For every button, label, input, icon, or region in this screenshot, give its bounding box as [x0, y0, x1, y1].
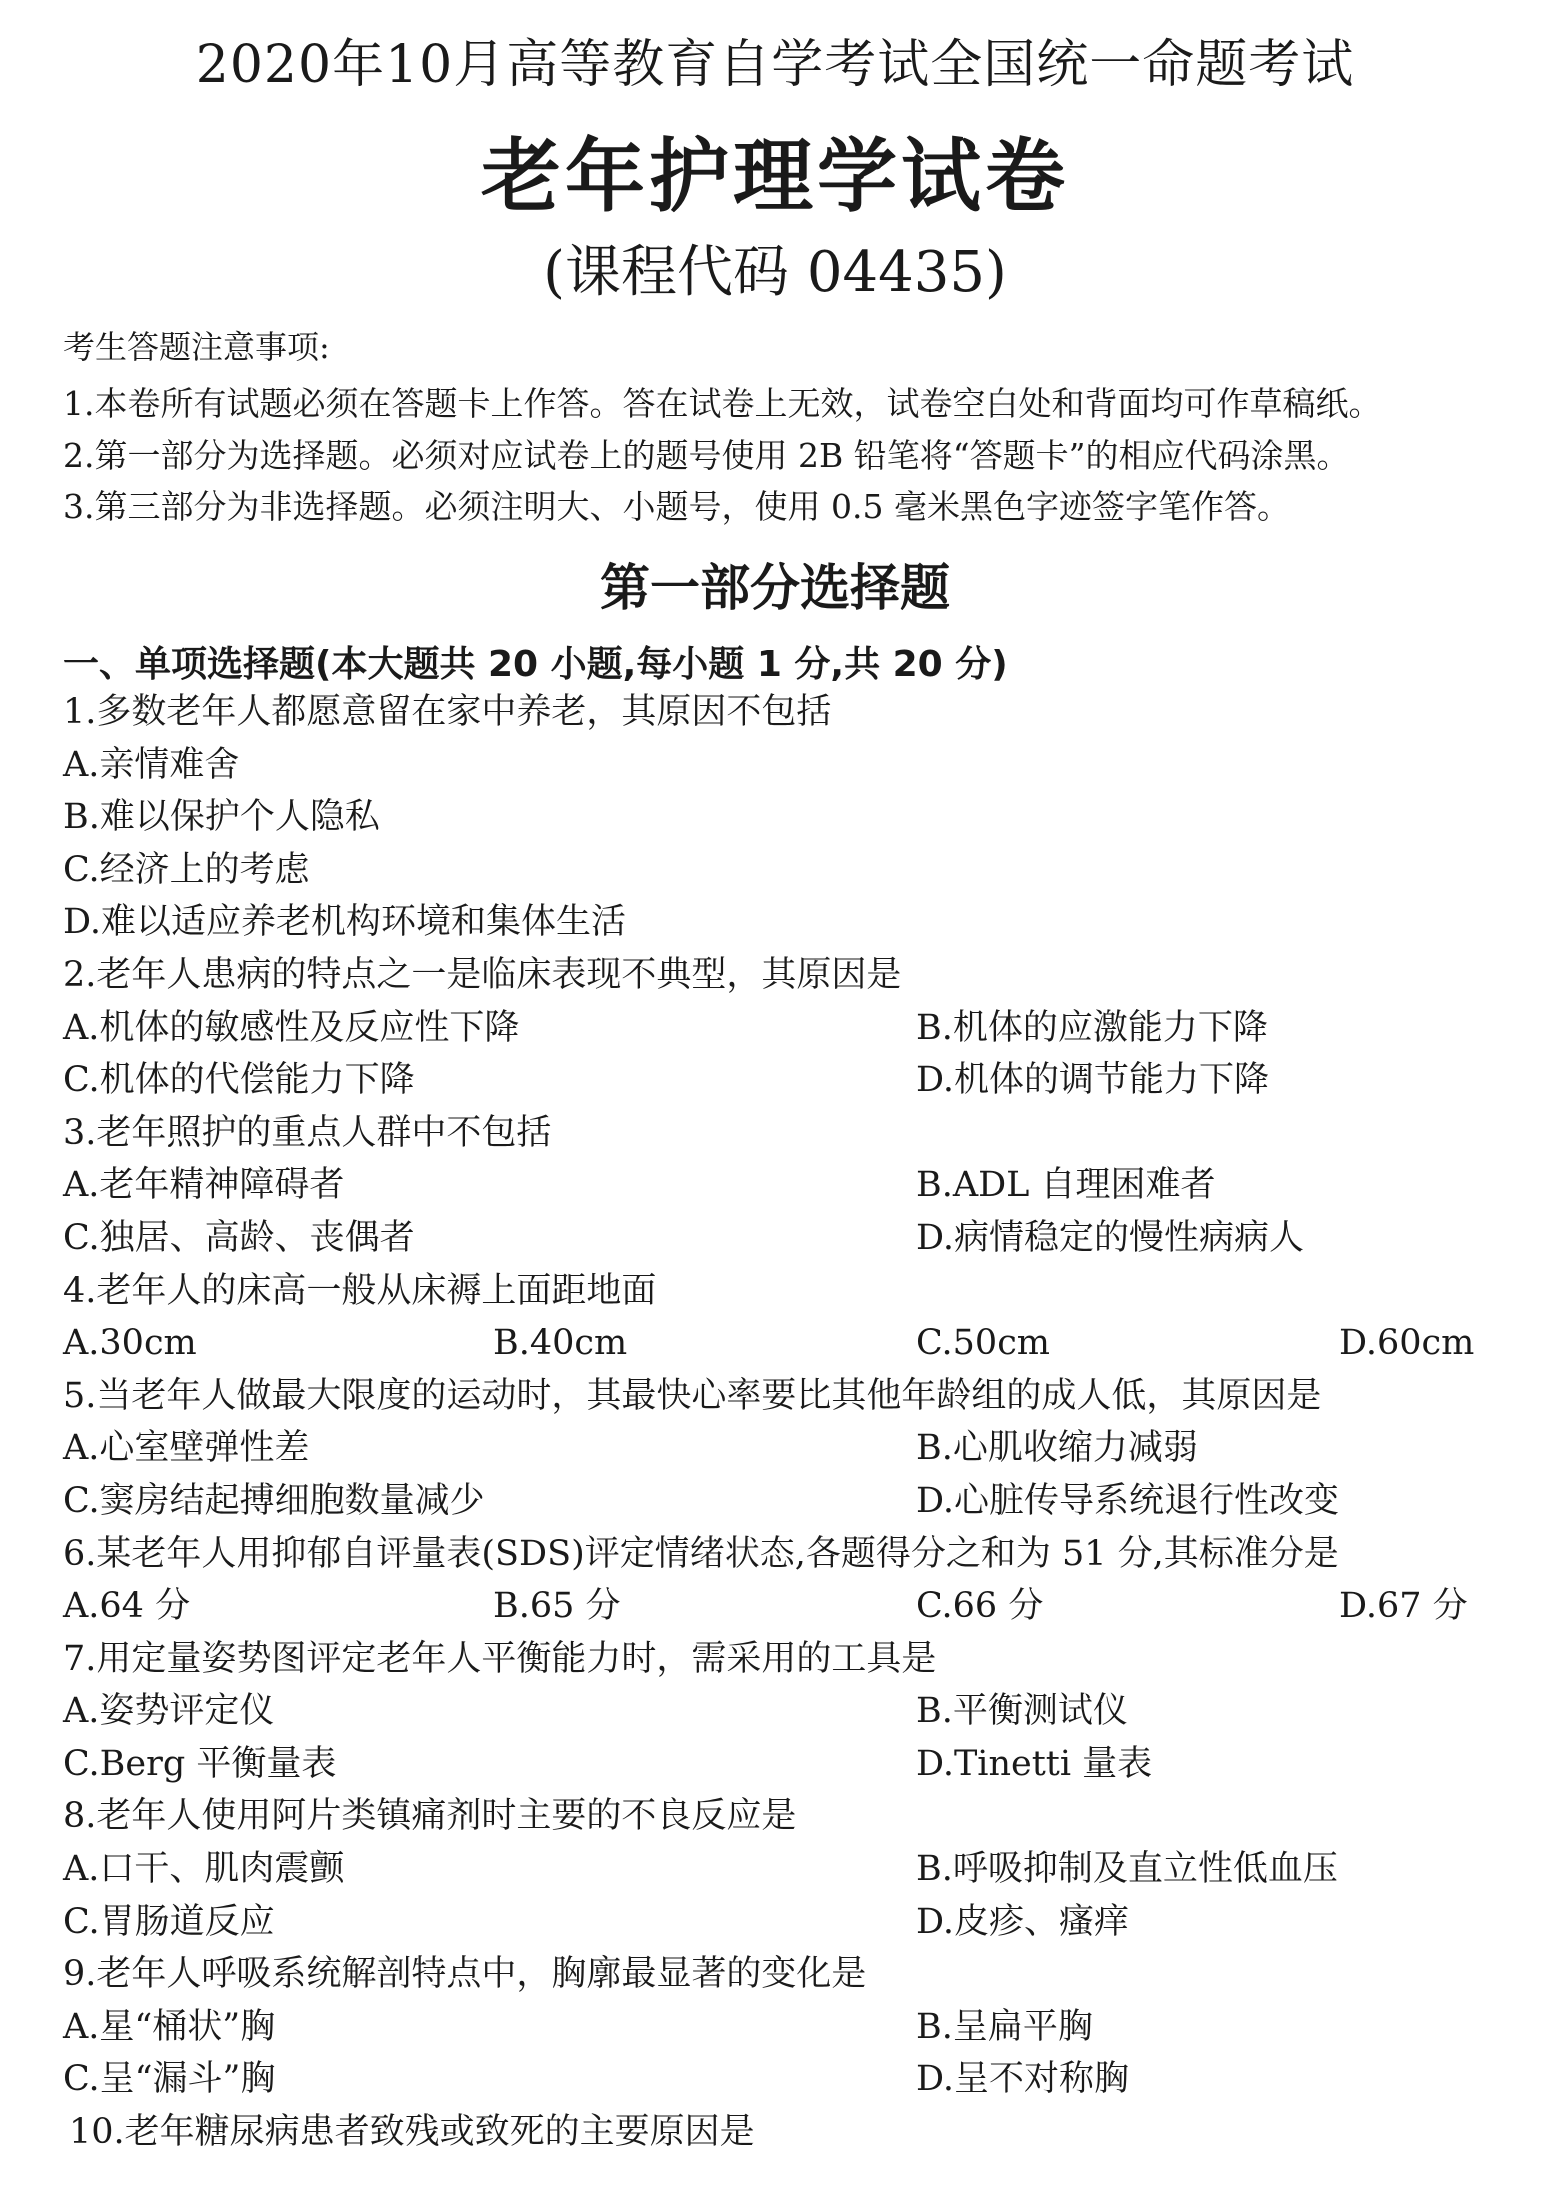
stem-text: 4.老年人的床高一般从床褥上面距地面 — [63, 1270, 657, 1311]
option: B.平衡测试仪 — [916, 1691, 1128, 1732]
note-item: 3.第三部分为非选择题。必须注明大、小题号，使用 0.5 毫米黑色字迹签字笔作答。 — [63, 487, 1290, 526]
stem-text: 10.老年糖尿病患者致残或致死的主要原因是 — [69, 2112, 755, 2153]
notes-heading: 考生答题注意事项: — [63, 328, 330, 366]
note-item: 1.本卷所有试题必须在答题卡上作答。答在试卷上无效，试卷空白处和背面均可作草稿纸。 — [63, 384, 1382, 423]
option: D.Tinetti 量表 — [916, 1743, 1153, 1784]
option: A.30cm — [63, 1323, 197, 1364]
stem-text: 9.老年人呼吸系统解剖特点中，胸廓最显著的变化是 — [63, 1954, 867, 1995]
question-stem — [63, 2106, 1543, 2159]
question-stem — [63, 1265, 1543, 1318]
option: B.机体的应激能力下降 — [916, 1007, 1268, 1048]
option: D.皮疹、瘙痒 — [916, 1901, 1129, 1942]
option: B.65 分 — [493, 1586, 621, 1627]
part-heading: 一、单项选择题(本大题共 20 小题,每小题 1 分,共 20 分) — [63, 644, 1008, 685]
option: D.呈不对称胸 — [916, 2059, 1129, 2100]
question-stem — [63, 1107, 1543, 1160]
option: C.经济上的考虑 — [63, 849, 310, 890]
question-stem — [63, 1528, 1543, 1581]
option: C.窦房结起搏细胞数量减少 — [63, 1480, 485, 1521]
question-stem — [63, 1370, 1543, 1423]
option: B.呈扁平胸 — [916, 2006, 1093, 2047]
section-title: 第一部分选择题 — [600, 559, 950, 617]
option: B.呼吸抑制及直立性低血压 — [916, 1849, 1338, 1890]
option: D.难以适应养老机构环境和集体生活 — [63, 902, 626, 943]
option: A.亲情难舍 — [63, 744, 240, 785]
option: C.66 分 — [916, 1586, 1044, 1627]
stem-text: 6.某老年人用抑郁自评量表(SDS)评定情绪状态,各题得分之和为 51 分,其标准分是 — [63, 1533, 1339, 1574]
option: D.60cm — [1339, 1323, 1475, 1364]
question-stem — [63, 1633, 1543, 1686]
option: A.64 分 — [63, 1586, 191, 1627]
stem-text: 8.老年人使用阿片类镇痛剂时主要的不良反应是 — [63, 1796, 797, 1837]
option: B.心肌收缩力减弱 — [916, 1428, 1198, 1469]
option: A.老年精神障碍者 — [63, 1165, 345, 1206]
question-list — [63, 686, 1543, 2159]
option: C.机体的代偿能力下降 — [63, 1060, 415, 1101]
stem-text: 1.多数老年人都愿意留在家中养老，其原因不包括 — [63, 692, 832, 732]
option: B.ADL 自理困难者 — [916, 1165, 1216, 1206]
question-stem — [63, 949, 1543, 1002]
question-stem — [63, 1790, 1543, 1843]
note-item: 2.第一部分为选择题。必须对应试卷上的题号使用 2B 铅笔将“答题卡”的相应代码涂黑。 — [63, 436, 1350, 475]
option: A.口干、肌肉震颤 — [63, 1849, 345, 1890]
option: D.病情稳定的慢性病病人 — [916, 1217, 1304, 1258]
option: D.机体的调节能力下降 — [916, 1060, 1269, 1101]
question-stem — [63, 1948, 1543, 2001]
course-code: (课程代码 04435) — [543, 240, 1007, 305]
option: C.独居、高龄、丧偶者 — [63, 1217, 415, 1258]
option: A.心室壁弹性差 — [63, 1428, 310, 1469]
question-stem — [63, 686, 1543, 739]
paper-title: 老年护理学试卷 — [481, 130, 1069, 223]
option: D.心脏传导系统退行性改变 — [916, 1480, 1339, 1521]
stem-text: 3.老年照护的重点人群中不包括 — [63, 1112, 552, 1153]
option: B.40cm — [493, 1323, 628, 1364]
option: C.Berg 平衡量表 — [63, 1743, 337, 1784]
option: A.星“桶状”胸 — [63, 2006, 276, 2047]
option: C.呈“漏斗”胸 — [63, 2059, 276, 2100]
stem-text: 7.用定量姿势图评定老年人平衡能力时，需采用的工具是 — [63, 1638, 937, 1679]
option: C.胃肠道反应 — [63, 1901, 275, 1942]
option: D.67 分 — [1339, 1586, 1468, 1627]
option: A.机体的敏感性及反应性下降 — [63, 1007, 520, 1048]
stem-text: 5.当老年人做最大限度的运动时，其最快心率要比其他年龄组的成人低，其原因是 — [63, 1375, 1322, 1416]
option: C.50cm — [916, 1323, 1050, 1364]
option: B.难以保护个人隐私 — [63, 797, 380, 838]
stem-text: 2.老年人患病的特点之一是临床表现不典型，其原因是 — [63, 954, 902, 995]
exam-title: 2020年10月高等教育自学考试全国统一命题考试 — [195, 35, 1355, 95]
option: A.姿势评定仪 — [63, 1691, 275, 1732]
